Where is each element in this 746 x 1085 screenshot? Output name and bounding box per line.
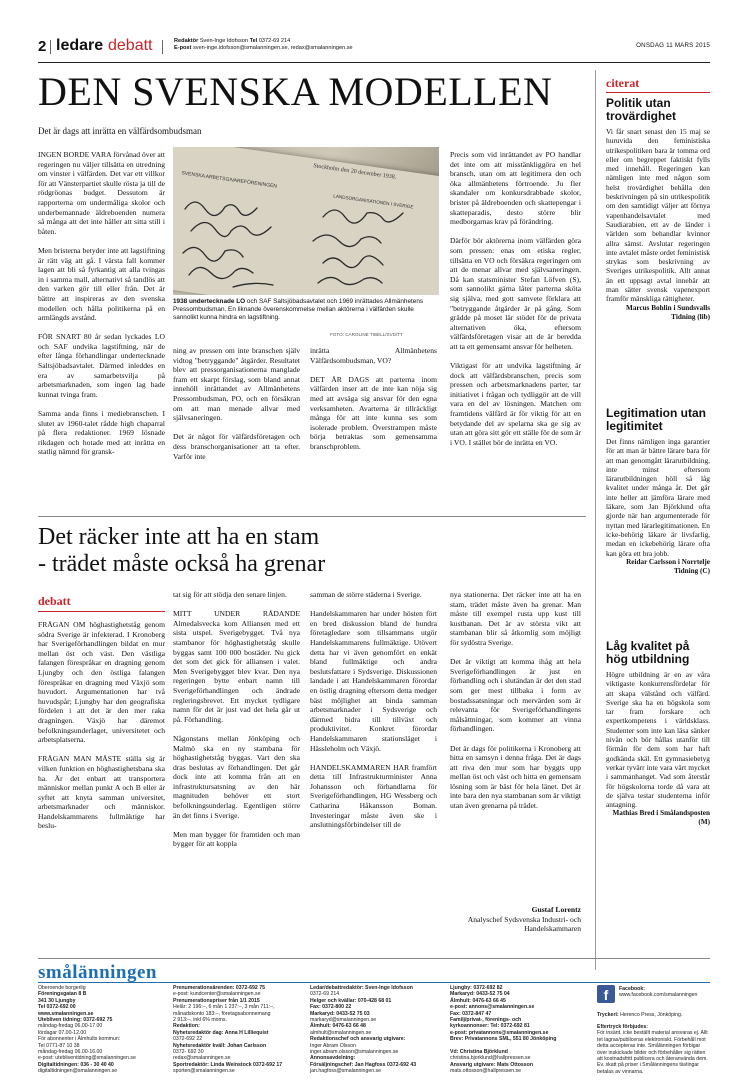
footer-line: Familj/privat-, förenings- och bbox=[450, 1017, 522, 1024]
footer-line: digitaltidningen@smalanningen.se bbox=[38, 1068, 118, 1075]
footer-line: 2 913:–, inkl 6% moms. bbox=[173, 1017, 227, 1024]
footer-line: almhult@smalanningen.se bbox=[310, 1029, 372, 1036]
author-name: Gustaf Lorentz bbox=[531, 905, 581, 914]
quote-text: Högre utbildning är en av våra viktigaste konkurrensfördelar för att skapa välstånd och välfärd. Sverige ska ha en högskola som tar fram forskare och expertkompetens i världsklass. Studenter som inte kan läsa sänker nivån och bör hållas utanför till förmån för dem som har haft godkända skäl. Ett gymnasiebetyg verkar tyvärr inte vara värt mycket i sammanhanget. Vad som återstår för högskolorna torde då vara att de själva testar studenterna inför antagning. bbox=[606, 670, 710, 810]
debate-column-2 bbox=[173, 590, 300, 859]
reprint-text: För insänt, icke beställt material ansvaras ej. Allt tet lagras/publiceras elektroniskt. Förbehåll mot detta accepteras inte. Smålänningen förbigar över inskickade bilder och förbehåller sig rätten att kostnadsfritt publicera och återanvända dem. Ev. skatt på priser i Smålänningens tävlingar betalas av vinnarna. bbox=[597, 1030, 708, 1075]
sidebar-label: citerat bbox=[606, 76, 640, 90]
quote-headline: Låg kvalitet på hög utbildning bbox=[606, 639, 690, 666]
footer-line: Prenumerationsärenden: 0372-692 75 bbox=[173, 985, 265, 991]
footer-line: jan.hagfoss@smalanningen.se bbox=[310, 1068, 382, 1075]
debate-column-4 bbox=[450, 590, 581, 820]
footer-line: måndag-fredag 06.00-16.00 bbox=[38, 1049, 103, 1056]
editorial-column-3 bbox=[310, 346, 437, 461]
editorial-column-1 bbox=[38, 150, 165, 467]
paragraph: tat sig för att stödja den senare linjen. bbox=[173, 590, 287, 599]
footer-line: 0372-69 214 bbox=[310, 991, 340, 998]
footer-line: Vd: Christina Björklund bbox=[450, 1049, 508, 1056]
debate-section-label: debatt bbox=[38, 594, 71, 608]
paragraph: inrätta Allmänhetens Välfärdsombudsman, VO? bbox=[310, 346, 437, 365]
footer-line: Helger och kvällar: 070-428 68 01 bbox=[310, 997, 392, 1004]
footer-line: e-post: privatannons@smalanningen.se bbox=[450, 1029, 549, 1036]
footer-line: Föreningsgatan 8 B bbox=[38, 991, 87, 998]
paragraph: HANDELSKAMMAREN HAR framfört detta till Infrastrukturminister Anna Johansson och förhandlarna för Sverigeförhandlingen, HG Wessberg och Catharina Håkansson Boman. Investeringar måste även ske i anslutningsförbindelser till de bbox=[310, 762, 437, 830]
footer-column-1 bbox=[38, 985, 166, 1075]
debate-byline bbox=[450, 905, 581, 934]
quote-headline: Politik utan trovärdighet bbox=[606, 96, 677, 123]
paragraph: samman de större städerna i Sverige. bbox=[310, 590, 422, 599]
debate-headline bbox=[38, 524, 586, 578]
page-header bbox=[38, 36, 710, 63]
footer-line: Digitaltidningen: 036 - 30 40 40 bbox=[38, 1061, 114, 1068]
debate-section-label-box bbox=[38, 594, 165, 612]
debate-headline-line-1: Det räcker inte att ha en stam bbox=[38, 524, 320, 550]
footer-line: Redaktion: bbox=[173, 1023, 200, 1030]
footer-line: Inger Abram Olsson bbox=[310, 1042, 356, 1049]
issue-date: ONSDAG 11 MARS 2015 bbox=[636, 42, 710, 49]
paragraph: Men man bygger för framtiden och man bygger för att koppla bbox=[173, 829, 300, 849]
footer-column-4 bbox=[450, 985, 590, 1075]
editor-emails: sven-inge.idofsson@smalanningen.se, redax@smalanningen.se bbox=[192, 45, 353, 52]
column-rule bbox=[595, 70, 596, 970]
quote-item-1 bbox=[606, 97, 710, 322]
footer-line: Ljungby: 0372-692 82 bbox=[450, 985, 503, 991]
footer-line: Fax: 0372-800 22 bbox=[310, 1004, 352, 1011]
footer-line: Sportredaktör: Linda Weinstock 0372-692 17 bbox=[173, 1061, 283, 1068]
footer-line: Fax: 0372-847 47 bbox=[450, 1010, 492, 1017]
paragraph: ning av pressen om inte branschen själv vidtog "betryggande" åtgärder. Resultatet blev att pressorganisationerna manglade fram ett skarpt förslag, som bland annat innehöll inrättandet av Allmänhetens Pressombudsman, PO, och en försäkran om att man menade allvar med självsaneringen. bbox=[173, 346, 300, 423]
email-label: E-post bbox=[174, 45, 192, 52]
editor-label: Redaktör bbox=[174, 38, 199, 44]
signatures-drawing bbox=[173, 147, 439, 295]
footer-rule bbox=[38, 958, 710, 959]
paragraph: Det är något för välfärdsföretagen och dess branschorganisationer att ta efter. Varför inte bbox=[173, 432, 300, 461]
footer-column-3 bbox=[310, 985, 445, 1075]
quote-text: Vi får snart senast den 15 maj se huruvida den feministiska utrikespolitiken bara är tomma ord eller om begreppet faktiskt fylls med innehåll. Regeringen kan nämligen inte med någon som helst trovärdighet behålla den beskrivningen på sin utrikespolitik om den samtidigt väljer att förnya vapenhandelsavtalet med Saudiarabien, ett av de länder i världen som behandlar kvinnor allra sämst. Avslutar regeringen inte avtalet måste ordet feministisk strykas som beskrivning av Sveriges utrikespolitik. Allt annat än ett uppsagt avtal innebär att man sätter svensk vapenexport framför mänskliga rättigheter. bbox=[606, 127, 710, 304]
author-title: Analyschef Sydsvenska Industri- och Handelskammaren bbox=[467, 914, 581, 934]
footer-line: markaryd@smalanningen.se bbox=[310, 1017, 377, 1024]
editorial-deck: Det är dags att inrätta en välfärdsombudsman bbox=[38, 126, 202, 136]
footer-line: Utebliven tidning: 0372-692 75 bbox=[38, 1017, 113, 1024]
paragraph: Handelskammaren har under hösten fört en bred diskussion bland de hundra företagledare som tillsammans utgör Handelskammarens fullmäktige. Utövert detta har vi även genomfört en enkät bland fullmäktige och andra beslutsfattare i Sydsverige. Diskussionen landade i att Handelskammaren förordar en östlig dragning eftersom detta medger bäst möjlighet att binda samman arbetsmarknader i Sydsverige och därmed bidra till tillväxt och produktivitet. Konkret förordar Handelskammaren stationsläget i Hässleholm och Växjö. bbox=[310, 609, 437, 753]
quote-source: Reidar Carlsson i Norrtelje Tidning (C) bbox=[626, 557, 710, 575]
footer-line: e-post: annons@smalanningen.se bbox=[450, 1004, 535, 1011]
footer-line: Ledar/debattredaktör: Sven-Inge Idofsson bbox=[310, 985, 413, 991]
facebook-icon[interactable]: f bbox=[597, 985, 615, 1003]
footer-line: lördagar 07.00-12.00 bbox=[38, 1029, 87, 1036]
quote-item-3 bbox=[606, 640, 710, 827]
footer-line: Prenumerationspriser från 1/1 2015 bbox=[173, 997, 260, 1004]
footer-line: christina.bjorklund@hallpressen.se bbox=[450, 1055, 531, 1062]
quote-headline: Legitimation utan legitimitet bbox=[606, 406, 706, 433]
archive-document-photo bbox=[173, 147, 439, 295]
footer-line: Älmhult: 0476-63 66 45 bbox=[450, 997, 506, 1004]
paragraph: Det är viktigt att komma ihåg att hela Sverigeförhandlingen är just en förhandling och i slutändan är det den stad som ger mest tillbaka i form av bostadssatsningar och mervärden som är relevanta för Sverigeförhandlingens målsättningar, som kommer att vinna förhandlingen. bbox=[450, 657, 581, 734]
footer-line: Tel 0771-87 10 38 bbox=[38, 1042, 80, 1049]
divider bbox=[162, 40, 163, 54]
editorial-column-4 bbox=[450, 150, 581, 457]
editor-info bbox=[174, 38, 353, 53]
quote-source: Marcus Bohlin i Sundsvalls Tidning (lib) bbox=[626, 303, 710, 321]
footer-line: Helår: 2 196:–, 6 mån 1 237:–, 3 mån 711:–, bbox=[173, 1004, 275, 1011]
facebook-url[interactable]: www.facebook.com/smalanningen bbox=[619, 992, 698, 999]
footer-line: Oberoende borgerlig bbox=[38, 985, 86, 991]
photo-caption bbox=[173, 298, 439, 323]
footer-line: Älmhult: 0476-63 66 48 bbox=[310, 1023, 366, 1030]
footer-line: 0372- 692 30 bbox=[173, 1049, 204, 1056]
printer-name: Herenco Press, Jönköping. bbox=[620, 1012, 683, 1018]
editor-tel: 0372-69 214 bbox=[258, 38, 291, 44]
quote-source: Mathias Bred i Smålandsposten (M) bbox=[612, 809, 710, 827]
footer-line: måndag-fredag 06.00-17.00 bbox=[38, 1023, 103, 1030]
doc-date: Stockholm den 20 december 1938. bbox=[312, 163, 397, 181]
paragraph: Men bristerna betyder inte att lagstiftning är rätt väg att gå. I värsta fall kommer lagen att bli så fyrkantig att alla tvingas in i samma mall, alternativt så tandlös att den varken gör till eller från. Det är bättre att inspireras av den svenska modellen och hålla politikerna på en armlängds avstånd. bbox=[38, 245, 165, 323]
footer-reprint bbox=[597, 1024, 711, 1075]
caption-text: och SAF Saltsjöbadsavtalet och 1969 inrättades Allmänhetens Pressombudsman. En liknande överenskommelse mellan aktörerna i välfärden skulle sannolikt kunna hindra en lagstiftning. bbox=[173, 298, 424, 322]
footer-brand-rule bbox=[38, 982, 710, 983]
paragraph: MITT UNDER RÅDANDE Almedalsvecka kom Alliansen med ett sista utspel. Sverigebygget. Två nya stambanor för höghastighetståg skulle byggas samt 100 000 bostäder. Nu gick det som det gick för alliansen i valet. Men Sverigebygget blev kvar. Den nya regeringen bytte enbart namn till Sverigeförhandlingen och ändrade regleringsbrevet. Ett mycket tydligare namn för det är just vad det hela går ut på. Förhandling. bbox=[173, 609, 300, 724]
footer-line: månadskonto 183:–, företagsabonnemang bbox=[173, 1010, 271, 1017]
paragraph: FRÅGAN OM höghastighetståg genom södra Sverige är infekterad. I Kronoberg har Sverigeförhandlingen bildat en mur mellan öst och väst. Den västliga falangen förespråkar en dragning genom Ljungby och den östliga falangen förespråkar en dragning med Växjö som huvudort. Argumentationen har två huvudspår; Ljungby har den geografiska fördelen i att det är den mer raka dragningen. Växjö har däremot befolkningsunderlaget, universitetet och arbetsplatserna. bbox=[38, 620, 165, 745]
footer-facebook bbox=[619, 986, 711, 999]
page-number: 2 bbox=[38, 38, 47, 55]
footer-printer bbox=[597, 1012, 711, 1018]
section-divider bbox=[38, 516, 586, 517]
editorial-column-2 bbox=[173, 346, 300, 471]
footer-line: Försäljningschef: Jan Hagfoss 0372-692 43 bbox=[310, 1061, 417, 1068]
reprint-title: Eftertryck förbjudes: bbox=[597, 1024, 649, 1030]
footer-line: Nyhetsredaktör kväll: Johan Carlsson bbox=[173, 1042, 267, 1049]
debate-column-3 bbox=[310, 590, 437, 839]
quote-item-2 bbox=[606, 407, 710, 576]
paragraph: Viktigast för att undvika lagstiftning är dock att välfärdsbranschen, precis som pressen och arbetsmarknadens parter, tar initiativet i frågan och tydliggör att de vill vara en del av lösningen. Matchen om framtidens välfärd är för viktig för att en betydande del av spelarna ska ge sig av utan att göra sitt gör ett ställe för de som är i VO. I stället bör de inrätta en VO. bbox=[450, 361, 581, 447]
footer-line: e-post: utebliventidning@smalanningen.se bbox=[38, 1055, 136, 1062]
paragraph: nya stationerna. Det räcker inte att ha en stam, trädet måste även ha grenar. Man måste till exempel rusta upp kust till kustbanan. Det är av största vikt att stambanan blir så åtkomlig som möjligt för sydöstra Sverige. bbox=[450, 590, 581, 647]
sidebar-label-box bbox=[606, 76, 710, 93]
footer-line: kyrkoannonser: Tel: 0372-692 81 bbox=[450, 1023, 530, 1030]
footer-line: Redaktionschef och ansvarig utgivare: bbox=[310, 1036, 406, 1043]
footer-line: 341 30 Ljungby bbox=[38, 997, 76, 1004]
paragraph: Någonstans mellan Jönköping och Malmö ska en ny stambana för höghastighetståg byggas. Vart den ska dras beslutas av förhandlingen. Det går dock inte att komma från att en infrastruktursatsning av den här magnituden behöver ett stort befolkningsunderlag. Egentligen större än det finns i Sverige. bbox=[173, 733, 300, 820]
divider bbox=[50, 40, 51, 54]
footer-line: Annonsavdelning: bbox=[310, 1055, 356, 1062]
tel-label: Tel bbox=[249, 38, 258, 44]
subsection-name: debatt bbox=[108, 37, 153, 54]
footer-line: inger.abram.olsson@smalanningen.se bbox=[310, 1049, 399, 1056]
section-name: ledare bbox=[56, 37, 104, 54]
footer-line: e-post: kundcenter@smalanningen.se bbox=[173, 991, 261, 998]
paragraph: Det är dags för politikerna i Kronoberg att hitta en samsyn i denna fråga. Det är dags att riva den mur som har byggts upp mellan öst och väst och hitta en gemensam lösning som är bäst för hela länet. Det är inte bara den nya stambanan som är viktigt utan även grenarna på trädet. bbox=[450, 743, 581, 811]
paragraph: Samma anda finns i mediebranschen. I slutet av 1960-talet rådde high chaparral på flera redaktioner. 1969 lösnade rikdagen och hotade med att inrätta en statlig nämnd för gransk- bbox=[38, 409, 165, 457]
doc-title: SVENSKA ARBETSGIVAREFÖRENINGEN bbox=[181, 170, 278, 190]
doc-org: LANDSORGANISATIONEN I SVERIGE bbox=[333, 193, 414, 210]
footer-line: Markaryd: 0433-52 75 04 bbox=[450, 991, 510, 998]
footer-column-2 bbox=[173, 985, 307, 1075]
debate-headline-line-2: - trädet måste också ha grenar bbox=[38, 551, 326, 577]
editor-name: Sven-Inge Idofsson bbox=[199, 38, 249, 44]
footer-line: redax@smalanningen.se bbox=[173, 1055, 231, 1062]
quote-text: Det finns nämligen inga garantier för att man är bättre lärare bara för att man genomgått lärarutbildning, inte minst eftersom lärarutbildningen höll så låg kvalitet under många år. Det går inte heller att jämföra lärare med läkare, som Jan Björklund ofta gjorde när han argumenterade för nyttan med lärarlegitimationen. En icke-behörig läkare är livsfarlig, medan en ickebehörig lärare ofta kan göra ett bra jobb. bbox=[606, 437, 710, 558]
paragraph: Precis som vid inrättandet av PO handlar det inte om att misstänkliggöra en hel bransch, utan om att legitimera den och öka allmänhetens förtroende. Ju fler skandaler om konkursdrabbade skolor, brister på äldreboenden och skattepengar i skatteparadis, desto större blir medborgarnas krav på förändring. bbox=[450, 150, 581, 227]
footer-line: www.smalanningen.se bbox=[38, 1010, 94, 1017]
paragraph: Därför bör aktörerna inom välfärden göra som pressen: enas om etiska regler, tillsätta en VO och försäkra regeringen om att de menar allvar med självsaneringen. Då kan statsminister Stefan Löfven (S), som sannolikt gärna låter parterna sköta sig själva, med gott samvete förklara att "betryggande åtgärder är på gång. Som grädde på moset lär stödet för de privata alternativen öka, eftersom välfärdsföretagen visar att de är beredda att ta ett gemensamt ansvar för helheten. bbox=[450, 236, 581, 351]
footer-line: Nyhetsredaktör dag: Anna H Lilliequist bbox=[173, 1029, 269, 1036]
footer-line: Ansvarig utgivare: Mats Ottosson bbox=[450, 1061, 534, 1068]
paragraph: FRÅGAN MAN MÅSTE ställa sig är vilken funktion en höghastighetsbana ska ha. Är det enbart att transportera människor mellan punkt A och B eller är syftet att knyta samman universitet, arbetsmarknader och människor. Handelskammarens fullmäktige har beslu- bbox=[38, 754, 165, 831]
debate-column-1 bbox=[38, 620, 165, 841]
caption-lead: 1938 undertecknade LO bbox=[173, 298, 246, 305]
paragraph: INGEN BORDE VARA förvånad över att regeringen nu väljer tillsätta en utredning om vinster i välfärden. Det var ett villkor för att Vänsterpartiet skulle rösta ja till de rödgröonas budget. Dessutom är rapporterna om undermåliga skolor och underbemannade äldreboenden numera så många att det inte håller att sitta still i båten. bbox=[38, 150, 165, 236]
footer-brand-logo: smålänningen bbox=[38, 962, 157, 983]
footer-line: För abonnenter i Älmhults kommun: bbox=[38, 1036, 121, 1043]
footer-line: sporten@smalanningen.se bbox=[173, 1068, 235, 1075]
facebook-label: Facebook: bbox=[619, 986, 645, 992]
paragraph: FÖR SNART 80 år sedan lyckades LO och SAF undvika lagstiftning, när de efter långa förhandlingar undertecknade Saltsjöbadsavtalet. Därmed inleddes en era av samarbetsvilja på arbetsmarknaden, som ingen lag hade kunnat tvinga fram. bbox=[38, 332, 165, 399]
editorial-headline: DEN SVENSKA MODELLEN bbox=[38, 69, 553, 114]
footer-line: Markaryd: 0433-52 75 03 bbox=[310, 1010, 370, 1017]
footer-line: Brev: Privatannons SML, 551 80 Jönköping bbox=[450, 1036, 557, 1043]
footer-line: 0372-692 22 bbox=[173, 1036, 203, 1043]
photo-credit: FOTO: CAROLINE TIBELL/SVD/TT bbox=[330, 332, 403, 337]
footer-line: Tel 0372-692 00 bbox=[38, 1004, 76, 1011]
footer-line: mats.ottosson@hallpressen.se bbox=[450, 1068, 522, 1075]
paragraph: DET ÄR DAGS att parterna inom välfärden inser att de inte kan nöja sig med att avsäga sig ansvar för den egna verksamheten. Avarterna är tillräckligt många för att inte kunna ses som isolerade problem. Överstrampen måste börja betraktas som gemensamma branschproblem. bbox=[310, 374, 437, 451]
printer-label: Tryckeri: bbox=[597, 1012, 619, 1018]
